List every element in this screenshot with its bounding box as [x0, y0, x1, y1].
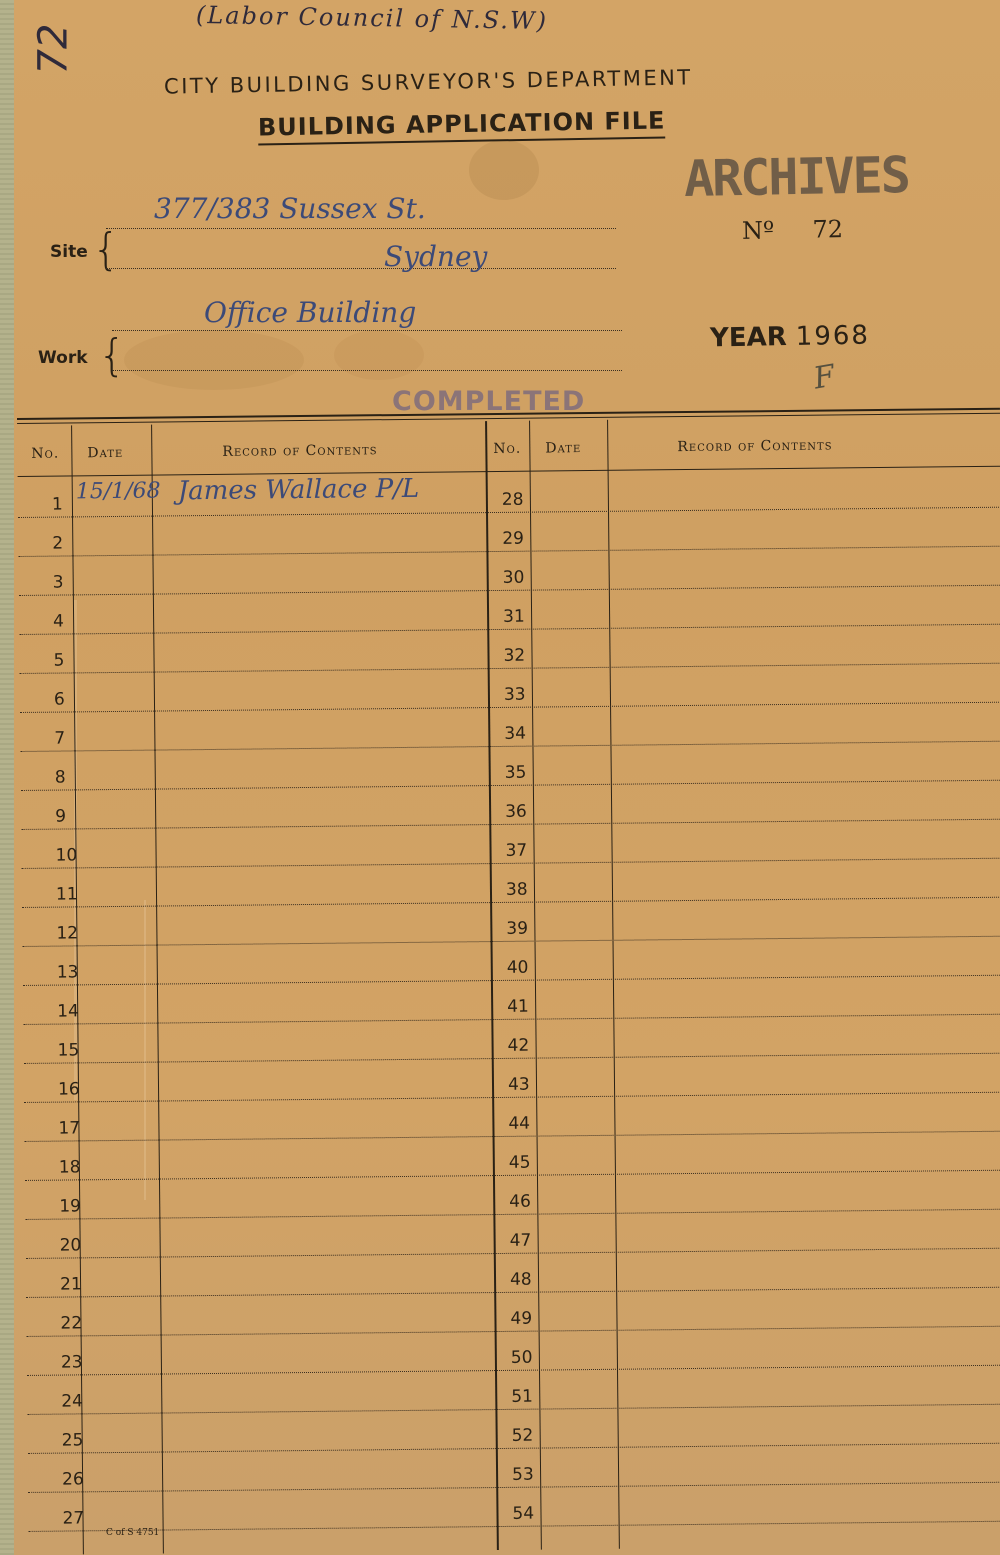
row-number-right: 39: [506, 918, 529, 939]
row-number-right: 53: [511, 1464, 534, 1485]
table-row: [492, 858, 1000, 864]
table-row: [490, 702, 1000, 708]
table-row: [493, 936, 1000, 942]
table-row: [23, 1019, 491, 1025]
row-number-left: 18: [58, 1157, 81, 1178]
header-no-right: No.: [493, 440, 522, 458]
archive-number-label: Nº: [741, 216, 775, 245]
row-number-right: 32: [503, 645, 526, 666]
handwritten-note-top: (Labor Council of N.S.W): [195, 0, 549, 36]
year-label: YEAR: [709, 322, 787, 354]
table-row: [22, 863, 490, 869]
table-row: [496, 1248, 1000, 1254]
table-row: [25, 1214, 493, 1220]
table-row: [490, 741, 1000, 747]
table-row: [22, 902, 490, 908]
table-row: [19, 590, 487, 596]
entry-1-date: 15/1/68: [75, 478, 161, 505]
row-number-left: 27: [62, 1508, 85, 1529]
header-record-right: Record of Contents: [677, 437, 833, 456]
table-row: [27, 1409, 495, 1415]
row-number-right: 49: [510, 1308, 533, 1329]
header-date-left: Date: [87, 444, 124, 462]
table-row: [494, 1053, 1000, 1059]
handwritten-mark: F: [811, 358, 838, 397]
site-value-line2: Sydney: [384, 240, 488, 273]
year-block: [710, 321, 870, 354]
table-row: [21, 824, 489, 830]
site-line-1: [106, 228, 616, 229]
row-number-right: 45: [508, 1152, 531, 1173]
row-number-right: 54: [512, 1503, 535, 1524]
row-number-right: 40: [506, 957, 529, 978]
table-row: [27, 1370, 495, 1376]
table-row: [25, 1136, 493, 1142]
table-row: [21, 785, 489, 791]
row-number-left: 3: [52, 572, 64, 593]
year-value: 1968: [795, 320, 871, 352]
row-number-right: 50: [510, 1347, 533, 1368]
row-number-right: 29: [502, 528, 525, 549]
row-number-right: 46: [509, 1191, 531, 1212]
file-title: BUILDING APPLICATION FILE: [258, 106, 666, 145]
table-row: [19, 629, 487, 635]
site-label: Site: [50, 242, 88, 262]
table-row: [489, 585, 1000, 591]
row-number-left: 22: [60, 1313, 83, 1334]
table-row: [28, 1448, 496, 1454]
row-number-left: 23: [60, 1352, 83, 1373]
table-row: [20, 668, 488, 674]
row-number-left: 13: [56, 962, 79, 983]
table-row: [493, 1014, 1000, 1020]
row-number-right: 47: [509, 1230, 532, 1251]
contents-table: [17, 408, 1000, 1555]
row-number-left: 7: [54, 728, 66, 749]
row-number-left: 5: [53, 650, 65, 671]
table-row: [488, 507, 1000, 513]
row-number-left: 26: [62, 1469, 84, 1490]
table-row: [489, 624, 1000, 630]
row-number-left: 17: [58, 1118, 81, 1139]
file-spine: [0, 0, 14, 1555]
row-number-right: 34: [504, 723, 527, 744]
handwritten-side-number: 72: [30, 23, 77, 75]
table-row: [498, 1443, 1000, 1449]
table-row: [23, 980, 491, 986]
row-number-right: 31: [503, 606, 525, 627]
row-number-left: 10: [55, 845, 78, 866]
work-line-2: [112, 370, 622, 371]
table-row: [20, 746, 488, 752]
table-row: [25, 1175, 493, 1181]
archives-stamp: ARCHIVES: [683, 146, 910, 208]
table-row: [497, 1365, 1000, 1371]
row-number-left: 21: [59, 1274, 82, 1295]
row-number-right: 48: [509, 1269, 532, 1290]
table-row: [18, 512, 486, 518]
table-row: [499, 1521, 1000, 1527]
table-row: [497, 1404, 1000, 1410]
row-number-left: 11: [55, 884, 78, 905]
row-number-right: 37: [505, 840, 528, 861]
row-number-left: 8: [54, 767, 66, 788]
row-number-right: 43: [507, 1074, 530, 1095]
site-line-2: [106, 268, 616, 269]
row-number-right: 42: [507, 1035, 530, 1056]
row-number-left: 2: [52, 533, 64, 554]
work-line-1: [112, 330, 622, 331]
header-rule: [18, 466, 1000, 477]
row-number-left: 24: [61, 1391, 84, 1412]
table-row: [496, 1287, 1000, 1293]
row-number-left: 16: [57, 1079, 80, 1100]
table-row: [20, 707, 488, 713]
row-number-left: 9: [55, 806, 67, 827]
table-row: [495, 1131, 1000, 1137]
archive-number-value: 72: [812, 215, 844, 244]
table-row: [24, 1058, 492, 1064]
header-no-left: No.: [31, 445, 60, 462]
row-number-left: 25: [61, 1430, 84, 1451]
row-number-right: 38: [505, 879, 528, 900]
table-row: [23, 941, 491, 947]
row-number-right: 30: [502, 567, 525, 588]
row-number-left: 1: [51, 494, 63, 515]
table-row: [490, 663, 1000, 669]
site-value-line1: 377/383 Sussex St.: [154, 192, 426, 225]
row-number-left: 4: [53, 611, 65, 632]
department-heading: CITY BUILDING SURVEYOR'S DEPARTMENT: [163, 65, 693, 99]
header-record-left: Record of Contents: [222, 442, 378, 460]
table-row: [24, 1097, 492, 1103]
row-number-right: 36: [505, 801, 527, 822]
row-number-right: 28: [501, 489, 524, 510]
table-row: [27, 1331, 495, 1337]
entry-1-record: James Wallace P/L: [177, 473, 420, 507]
row-number-left: 15: [57, 1040, 80, 1061]
table-row: [18, 551, 486, 557]
row-number-left: 20: [59, 1235, 82, 1256]
archive-number: [742, 215, 843, 245]
table-row: [495, 1209, 1000, 1215]
table-row: [491, 780, 1000, 786]
row-number-right: 44: [508, 1113, 531, 1134]
row-number-right: 41: [507, 996, 529, 1017]
table-row: [498, 1482, 1000, 1488]
site-brace: {: [92, 224, 120, 275]
table-row: [26, 1253, 494, 1259]
completed-stamp: COMPLETED: [392, 386, 586, 417]
row-number-left: 12: [56, 923, 79, 944]
table-row: [493, 975, 1000, 981]
table-row: [494, 1092, 1000, 1098]
table-row: [491, 819, 1000, 825]
row-number-left: 6: [53, 689, 65, 710]
table-row: [28, 1487, 496, 1493]
work-brace: {: [98, 330, 126, 381]
row-number-right: 52: [511, 1425, 534, 1446]
file-cover: [14, 0, 1000, 1555]
form-code: C of S 4751: [106, 1528, 160, 1538]
table-row: [495, 1170, 1000, 1176]
row-number-left: 19: [59, 1196, 82, 1217]
row-number-right: 35: [504, 762, 527, 783]
table-row: [26, 1292, 494, 1298]
work-value-line1: Office Building: [204, 296, 417, 329]
row-number-left: 14: [57, 1001, 79, 1022]
work-label: Work: [38, 348, 88, 368]
row-number-right: 51: [511, 1386, 534, 1407]
row-number-right: 33: [503, 684, 526, 705]
table-row: [492, 897, 1000, 903]
table-row: [29, 1526, 497, 1532]
table-row: [488, 546, 1000, 552]
header-date-right: Date: [545, 440, 582, 457]
table-row: [497, 1326, 1000, 1332]
